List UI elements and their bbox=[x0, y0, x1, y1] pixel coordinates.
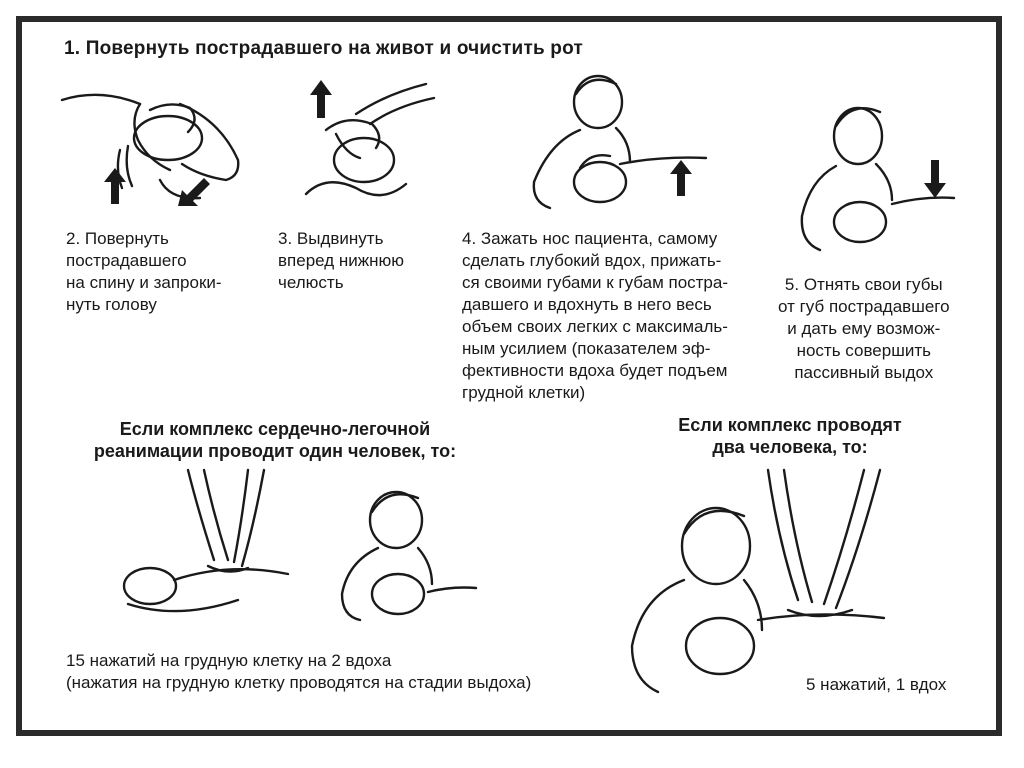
illustration-rescue-breath bbox=[338, 482, 478, 622]
step-3-text: 3. Выдвинуть вперед нижнюю челюсть bbox=[278, 229, 405, 292]
step-1-title: 1. Повернуть пострадавшего на живот и очистить рот bbox=[64, 38, 583, 59]
illustration-tilt-head bbox=[60, 80, 250, 210]
illustration-jaw-thrust bbox=[286, 84, 436, 204]
step-2-text: 2. Повернуть пострадавшего на спину и запроки- нуть голову bbox=[66, 229, 222, 314]
step-5-text: 5. Отнять свои губы от губ пострадавшего и дать ему возмож- ность совершить пассивный выдох bbox=[778, 275, 950, 382]
arrow-down-icon bbox=[924, 160, 946, 198]
two-persons-caption: 5 нажатий, 1 вдох bbox=[806, 675, 947, 694]
step-4-text: 4. Зажать нос пациента, самому сделать глубокий вдох, прижать- ся своими губами к губам постра- давшего и вдохнуть в него весь объем своих легких с максималь- ным усилием (показателем эф- фективности вдоха будет подъем грудной клетки) bbox=[462, 229, 729, 402]
one-person-caption: 15 нажатий на грудную клетку на 2 вдоха (нажатия на грудную клетку проводятся на стадии выдоха) bbox=[66, 651, 532, 692]
arrow-up-icon bbox=[104, 168, 126, 204]
illustration-two-rescuers bbox=[628, 470, 888, 700]
two-persons-heading: Если комплекс проводят два человека, то: bbox=[678, 415, 902, 457]
arrow-up-icon bbox=[670, 160, 692, 196]
one-person-heading: Если комплекс сердечно-легочной реанимации проводит один человек, то: bbox=[93, 419, 457, 461]
arrow-diagonal-icon bbox=[178, 176, 212, 206]
illustration-chest-compression bbox=[118, 470, 298, 620]
